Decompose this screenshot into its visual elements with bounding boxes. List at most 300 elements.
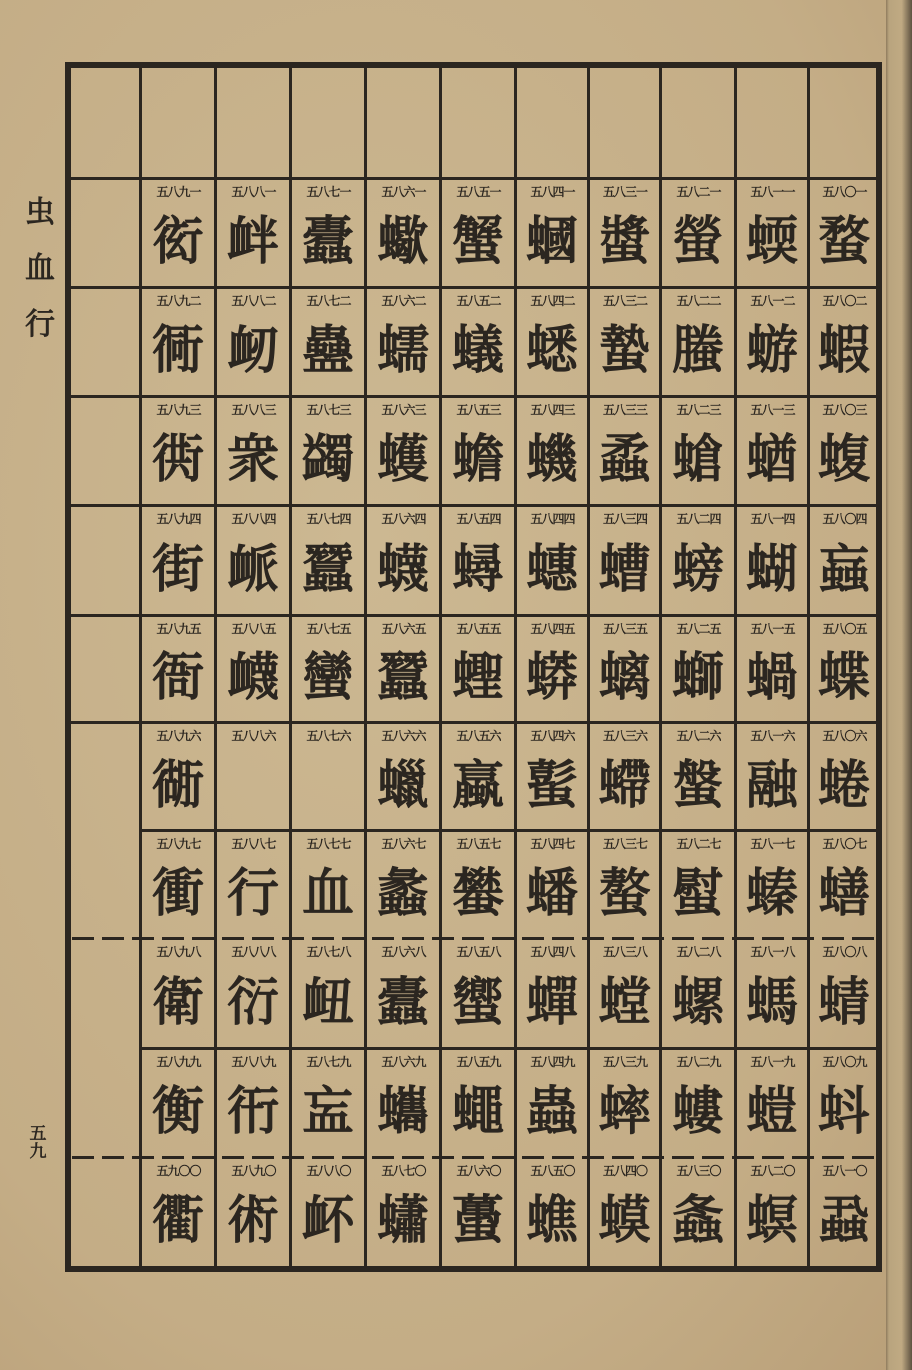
table-cell <box>517 832 587 937</box>
table-cell <box>737 832 807 937</box>
table-cell <box>142 398 214 504</box>
table-cell <box>590 1050 659 1156</box>
table-cell <box>367 832 439 937</box>
table-cell <box>590 940 659 1047</box>
character-entry: 蟮 <box>817 862 870 924</box>
character-code: 五八三八 <box>602 945 647 959</box>
table-cell <box>662 832 734 937</box>
character-code: 五八三〇 <box>676 1164 721 1178</box>
character-entry: 蠖 <box>376 429 429 490</box>
character-entry: 蝨 <box>817 1190 870 1251</box>
character-entry: 蜻 <box>817 971 870 1033</box>
character-code: 五八五〇 <box>530 1164 575 1178</box>
table-cell <box>810 1050 878 1156</box>
character-entry: 衛 <box>151 971 204 1033</box>
table-cell <box>442 724 514 829</box>
character-entry: 蚪 <box>817 1081 870 1142</box>
table-cell <box>810 180 878 286</box>
table-cell <box>367 398 439 504</box>
character-entry: 蝡 <box>745 211 798 272</box>
table-cell <box>367 289 439 395</box>
character-entry: 蝥 <box>817 211 870 272</box>
character-code: 五八八三 <box>231 403 276 417</box>
table-cell <box>662 398 734 504</box>
character-code: 五八四三 <box>530 403 575 417</box>
character-code: 五八九〇 <box>231 1164 276 1178</box>
table-cell <box>142 289 214 395</box>
table-cell <box>292 832 364 937</box>
character-entry: 螬 <box>598 538 651 600</box>
character-code: 五八七九 <box>306 1055 351 1069</box>
page-number <box>25 1125 51 1161</box>
table-cell <box>517 180 587 286</box>
character-code: 五八二一 <box>676 185 721 199</box>
table-cell <box>810 724 878 829</box>
character-entry: 蠍 <box>376 211 429 272</box>
character-entry: 衇 <box>226 538 279 600</box>
character-code: 五八一一 <box>750 185 795 199</box>
table-cell <box>590 617 659 721</box>
character-entry: 蟳 <box>451 538 504 600</box>
table-cell <box>442 180 514 286</box>
character-code: 五八三四 <box>602 512 647 526</box>
table-cell <box>590 507 659 614</box>
table-cell <box>517 398 587 504</box>
character-entry: 螘 <box>745 1081 798 1142</box>
character-code: 五八八四 <box>231 512 276 526</box>
table-cell <box>662 507 734 614</box>
character-entry: 蝦 <box>817 320 870 381</box>
character-code: 五八二〇 <box>750 1164 795 1178</box>
character-code: 五八〇七 <box>822 837 867 851</box>
character-entry: 衂 <box>226 320 279 381</box>
character-entry: 蠨 <box>376 1190 429 1251</box>
character-code: 五八〇六 <box>822 729 867 743</box>
table-cell <box>142 1159 214 1265</box>
character-entry: 衚 <box>151 754 204 816</box>
character-code: 五八九三 <box>156 403 201 417</box>
table-cell <box>217 1050 289 1156</box>
character-code: 五八一九 <box>750 1055 795 1069</box>
character-entry: 蟚 <box>525 754 578 816</box>
table-cell <box>442 940 514 1047</box>
character-entry: 螄 <box>671 647 724 708</box>
character-entry: 衁 <box>301 1081 354 1142</box>
character-entry: 蠹 <box>376 971 429 1033</box>
character-code: 五八〇九 <box>822 1055 867 1069</box>
character-code: 五八六二 <box>381 294 426 308</box>
table-cell <box>737 940 807 1047</box>
table-cell <box>292 1050 364 1156</box>
table-cell <box>810 398 878 504</box>
character-entry: 蠁 <box>451 971 504 1033</box>
character-code: 五八六六 <box>381 729 426 743</box>
character-entry: 蠶 <box>376 647 429 708</box>
table-cell <box>217 180 289 286</box>
character-entry: 蠛 <box>376 538 429 600</box>
character-code: 五八七四 <box>306 512 351 526</box>
character-code: 五八一八 <box>750 945 795 959</box>
character-code: 五八七三 <box>306 403 351 417</box>
table-cell <box>367 507 439 614</box>
table-cell <box>367 180 439 286</box>
table-cell <box>442 1159 514 1265</box>
character-code: 五八四六 <box>530 729 575 743</box>
character-code: 五八三六 <box>602 729 647 743</box>
character-code: 五八一七 <box>750 837 795 851</box>
table-cell <box>142 1050 214 1156</box>
table-cell <box>662 289 734 395</box>
table-cell <box>367 940 439 1047</box>
character-entry: 蠵 <box>376 1081 429 1142</box>
character-code: 五八六七 <box>381 837 426 851</box>
character-entry: 螻 <box>671 1081 724 1142</box>
character-code: 五八二九 <box>676 1055 721 1069</box>
character-entry: 蟈 <box>525 211 578 272</box>
radical-label-char: 行 <box>25 307 55 342</box>
character-code: 五八六一 <box>381 185 426 199</box>
table-cell <box>737 617 807 721</box>
table-cell <box>217 289 289 395</box>
character-code: 五八四一 <box>530 185 575 199</box>
character-code: 五九〇〇 <box>156 1164 201 1178</box>
table-cell <box>810 507 878 614</box>
table-cell <box>367 1159 439 1265</box>
character-code: 五八八五 <box>231 622 276 636</box>
character-code: 五八九九 <box>156 1055 201 1069</box>
character-code: 五八七六 <box>306 729 351 743</box>
character-code: 五八九七 <box>156 837 201 851</box>
character-code: 五八〇五 <box>822 622 867 636</box>
character-entry: 螺 <box>671 971 724 1033</box>
table-cell <box>217 507 289 614</box>
table-cell <box>217 617 289 721</box>
character-entry: 螓 <box>745 862 798 924</box>
table-cell <box>662 940 734 1047</box>
character-entry: 蠕 <box>376 320 429 381</box>
character-entry: 衎 <box>226 1081 279 1142</box>
character-code: 五八三五 <box>602 622 647 636</box>
character-entry: 蝴 <box>745 538 798 600</box>
table-cell <box>662 1159 734 1265</box>
table-cell <box>662 180 734 286</box>
table-cell <box>292 289 364 395</box>
character-entry: 蜷 <box>817 754 870 816</box>
character-code: 五八七〇 <box>381 1164 426 1178</box>
character-entry <box>292 746 364 825</box>
character-code: 五八五四 <box>456 512 501 526</box>
character-entry: 蠻 <box>301 647 354 708</box>
table-cell <box>217 724 289 829</box>
table-cell <box>590 398 659 504</box>
character-code: 五八三二 <box>602 294 647 308</box>
character-entry: 衄 <box>301 971 354 1033</box>
character-entry: 螽 <box>671 1190 724 1251</box>
character-entry: 蟣 <box>525 429 578 490</box>
character-entry: 衖 <box>151 429 204 490</box>
character-entry: 蟪 <box>525 538 578 600</box>
table-cell <box>292 724 364 829</box>
table-cell <box>517 724 587 829</box>
table-cell <box>367 1050 439 1156</box>
page-number-char: 九 <box>29 1142 47 1162</box>
character-entry: 衃 <box>301 1190 354 1251</box>
character-code: 五八一三 <box>750 403 795 417</box>
table-cell <box>442 398 514 504</box>
character-entry: 蟲 <box>525 1081 578 1142</box>
character-entry: 衆 <box>226 429 279 490</box>
table-cell <box>142 617 214 721</box>
character-entry: 螯 <box>598 862 651 924</box>
character-entry: 蟬 <box>525 971 578 1033</box>
character-code: 五八八八 <box>231 945 276 959</box>
table-cell <box>662 1050 734 1156</box>
character-entry: 蝣 <box>745 320 798 381</box>
character-entry: 蠜 <box>451 862 504 924</box>
table-cell <box>442 289 514 395</box>
table-cell <box>590 832 659 937</box>
character-entry: 蟭 <box>525 1190 578 1251</box>
character-entry: 螱 <box>671 862 724 924</box>
character-entry: 衍 <box>226 971 279 1033</box>
character-entry: 螞 <box>745 971 798 1033</box>
character-entry: 螌 <box>671 754 724 816</box>
character-code: 五八四九 <box>530 1055 575 1069</box>
character-code: 五八〇一 <box>822 185 867 199</box>
table-cell <box>292 617 364 721</box>
character-code: 五八二二 <box>676 294 721 308</box>
character-code: 五八二六 <box>676 729 721 743</box>
character-entry: 蠆 <box>451 1190 504 1251</box>
character-entry: 蟊 <box>598 429 651 490</box>
character-code: 五八九一 <box>156 185 201 199</box>
table-cell <box>810 289 878 395</box>
character-entry: 衅 <box>226 211 279 272</box>
table-cell <box>292 940 364 1047</box>
character-code: 五八七一 <box>306 185 351 199</box>
section-radical-label <box>20 185 60 353</box>
table-cell <box>737 724 807 829</box>
table-cell <box>517 617 587 721</box>
character-entry: 街 <box>151 538 204 600</box>
character-code: 五八五三 <box>456 403 501 417</box>
character-entry: 衒 <box>151 211 204 272</box>
character-code: 五八〇四 <box>822 512 867 526</box>
character-entry: 蟄 <box>598 320 651 381</box>
character-code: 五八七五 <box>306 622 351 636</box>
table-cell <box>367 724 439 829</box>
character-entry: 行 <box>226 862 279 924</box>
character-entry: 蝸 <box>745 647 798 708</box>
character-code: 五八六三 <box>381 403 426 417</box>
table-cell <box>217 832 289 937</box>
radical-label-char: 血 <box>25 251 55 286</box>
table-cell <box>737 507 807 614</box>
character-entry: 衕 <box>151 320 204 381</box>
table-cell <box>810 940 878 1047</box>
table-cell <box>810 617 878 721</box>
table-cell <box>737 289 807 395</box>
character-code: 五八三七 <box>602 837 647 851</box>
table-cell <box>737 398 807 504</box>
character-code: 五八八一 <box>231 185 276 199</box>
character-entry: 蠲 <box>301 429 354 490</box>
character-entry: 蝤 <box>745 429 798 490</box>
table-cell <box>517 289 587 395</box>
character-entry: 蟆 <box>598 1190 651 1251</box>
character-code: 五八八六 <box>231 729 276 743</box>
character-code: 五八〇二 <box>822 294 867 308</box>
character-code: 五八五五 <box>456 622 501 636</box>
character-entry: 蠱 <box>301 320 354 381</box>
character-code: 五八一四 <box>750 512 795 526</box>
table-cell <box>292 1159 364 1265</box>
character-entry: 蟾 <box>451 429 504 490</box>
character-code: 五八八〇 <box>306 1164 351 1178</box>
character-code: 五八三一 <box>602 185 647 199</box>
character-code: 五八五六 <box>456 729 501 743</box>
character-code: 五八二七 <box>676 837 721 851</box>
character-entry: 衙 <box>151 647 204 708</box>
table-cell <box>292 398 364 504</box>
table-cell <box>517 940 587 1047</box>
table-cell <box>737 1159 807 1265</box>
character-entry: 融 <box>745 754 798 816</box>
character-code: 五八七七 <box>306 837 351 851</box>
table-cell <box>142 180 214 286</box>
character-entry: 蟹 <box>451 211 504 272</box>
table-cell <box>810 832 878 937</box>
table-cell <box>590 1159 659 1265</box>
character-code: 五八六九 <box>381 1055 426 1069</box>
character-entry: 蟶 <box>451 647 504 708</box>
table-cell <box>590 180 659 286</box>
book-spine-edge <box>886 0 912 1370</box>
table-cell <box>367 617 439 721</box>
character-code: 五八二三 <box>676 403 721 417</box>
character-code: 五八五二 <box>456 294 501 308</box>
table-cell <box>737 1050 807 1156</box>
character-entry: 螣 <box>671 320 724 381</box>
character-code: 五八〇八 <box>822 945 867 959</box>
table-cell <box>217 940 289 1047</box>
character-code: 五八三九 <box>602 1055 647 1069</box>
table-cell <box>662 724 734 829</box>
character-entry: 衊 <box>226 647 279 708</box>
character-entry: 衡 <box>151 1081 204 1142</box>
character-entry: 蠡 <box>376 862 429 924</box>
character-code: 五八〇三 <box>822 403 867 417</box>
character-code: 五八二五 <box>676 622 721 636</box>
table-cell <box>217 1159 289 1265</box>
page-number-char: 五 <box>29 1124 47 1144</box>
radical-label-char: 虫 <box>25 195 55 230</box>
character-code: 五八四二 <box>530 294 575 308</box>
character-entry: 蠟 <box>376 754 429 816</box>
character-entry: 蠹 <box>301 211 354 272</box>
character-code: 五八五九 <box>456 1055 501 1069</box>
character-code: 五八五七 <box>456 837 501 851</box>
table-cell <box>292 180 364 286</box>
table-cell <box>517 1159 587 1265</box>
character-code: 五八七八 <box>306 945 351 959</box>
character-code: 五八一〇 <box>822 1164 867 1178</box>
character-entry: 螥 <box>671 429 724 490</box>
table-cell <box>142 940 214 1047</box>
character-code: 五八八九 <box>231 1055 276 1069</box>
table-cell <box>517 507 587 614</box>
character-code: 五八五一 <box>456 185 501 199</box>
character-code: 五八九六 <box>156 729 201 743</box>
character-entry: 蝱 <box>817 538 870 600</box>
character-entry: 螿 <box>598 211 651 272</box>
character-entry: 蟀 <box>598 1081 651 1142</box>
character-entry: 蟻 <box>451 320 504 381</box>
character-code: 五八六〇 <box>456 1164 501 1178</box>
character-entry: 蝶 <box>817 647 870 708</box>
table-cell <box>142 724 214 829</box>
character-code: 五八一二 <box>750 294 795 308</box>
table-cell <box>442 507 514 614</box>
character-entry: 蝮 <box>817 429 870 490</box>
table-cell <box>662 617 734 721</box>
character-entry: 蟋 <box>525 320 578 381</box>
character-entry: 螳 <box>598 971 651 1033</box>
character-entry: 血 <box>301 862 354 924</box>
character-entry: 蠃 <box>451 754 504 816</box>
table-cell <box>442 832 514 937</box>
character-code: 五八八七 <box>231 837 276 851</box>
character-entry: 蟠 <box>525 862 578 924</box>
character-entry: 螮 <box>598 754 651 816</box>
character-code: 五八三三 <box>602 403 647 417</box>
character-code: 五八二四 <box>676 512 721 526</box>
character-entry: 衢 <box>151 1190 204 1251</box>
table-cell <box>737 180 807 286</box>
character-code: 五八五八 <box>456 945 501 959</box>
table-cell <box>517 1050 587 1156</box>
table-cell <box>442 617 514 721</box>
character-code: 五八一六 <box>750 729 795 743</box>
character-code: 五八九四 <box>156 512 201 526</box>
character-code: 五八一五 <box>750 622 795 636</box>
character-entry: 蠶 <box>301 538 354 600</box>
character-code: 五八六四 <box>381 512 426 526</box>
character-code: 五八九二 <box>156 294 201 308</box>
character-code: 五八二八 <box>676 945 721 959</box>
character-entry: 術 <box>226 1190 279 1251</box>
table-cell <box>217 398 289 504</box>
character-entry: 螢 <box>671 211 724 272</box>
character-code: 五八四八 <box>530 945 575 959</box>
table-cell <box>590 289 659 395</box>
table-cell <box>142 507 214 614</box>
character-entry: 螭 <box>598 647 651 708</box>
character-code: 五八六五 <box>381 622 426 636</box>
character-entry: 螃 <box>671 538 724 600</box>
table-cell <box>810 1159 878 1265</box>
character-code: 五八四〇 <box>602 1164 647 1178</box>
table-cell <box>590 724 659 829</box>
table-cell <box>142 832 214 937</box>
table-cell <box>292 507 364 614</box>
character-code: 五八四四 <box>530 512 575 526</box>
character-code: 五八六八 <box>381 945 426 959</box>
character-code: 五八四五 <box>530 622 575 636</box>
character-code: 五八七二 <box>306 294 351 308</box>
character-code: 五八九八 <box>156 945 201 959</box>
character-entry <box>217 746 289 825</box>
